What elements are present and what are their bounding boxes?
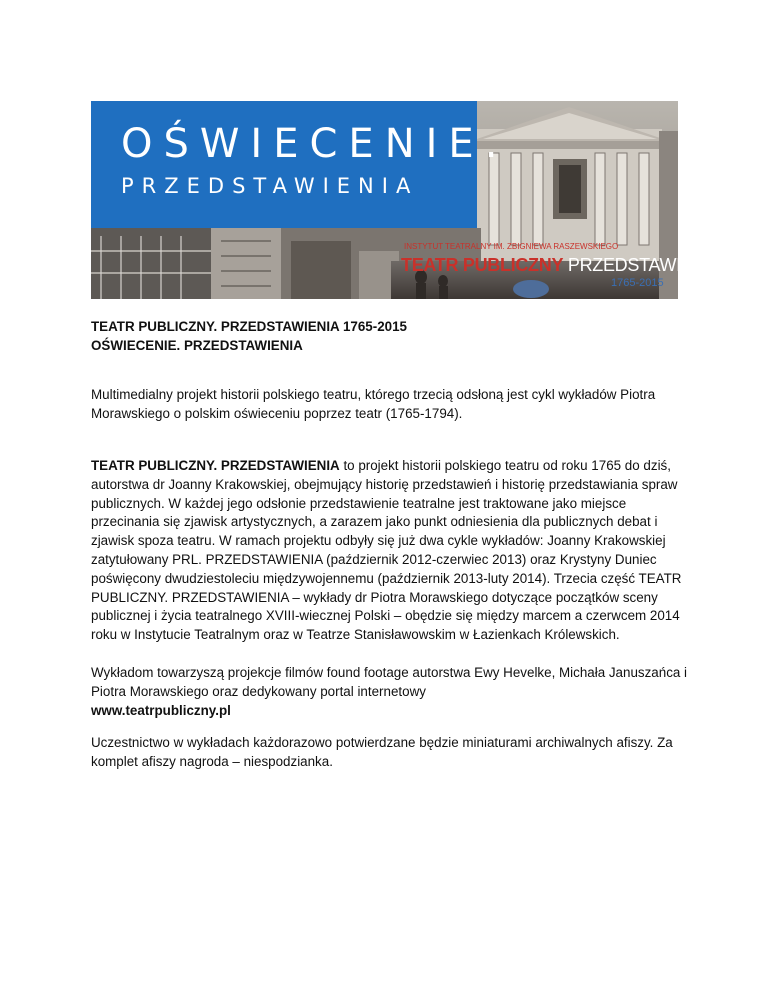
banner-years: 1765-2015 (611, 277, 664, 289)
brand-part-red: TEATR PUBLICZNY (401, 255, 564, 275)
document-heading (91, 318, 691, 356)
banner-subtitle: PRZEDSTAWIENIA (121, 174, 419, 198)
project-name: TEATR PUBLICZNY. PRZEDSTAWIENIA (91, 458, 340, 473)
banner-image (91, 101, 722, 299)
heading-line-2: OŚWIECENIE. PRZEDSTAWIENIA (91, 337, 303, 353)
participation-paragraph: Uczestnictwo w wykładach każdorazowo potwierdzane będzie miniaturami archiwalnych afiszy. Za komplet afiszy nagroda – niespodzianka. (91, 735, 673, 769)
description-text: to projekt historii polskiego teatru od roku 1765 do dziś, autorstwa dr Joanny Krakowskiej, obejmujący historię przedstawień i historię przedstawiania spraw publicznych. W każdej jego odsłonie przedstawienie teatralne jest traktowane jako miejsce przecinania się zjawisk artystycznych, a zarazem jako punkt odniesienia dla publicznych debat i zjawisk spoza teatru. W ramach projektu odbyły się już dwa cykle wykładów: Joanny Krakowskiej zatytułowany PRL. PRZEDSTAWIENIA (październik 2012-czerwiec 2013) oraz Krystyny Duniec poświęcony dwudziestoleciu międzywojennemu (październik 2013-luty 2014). Trzecia część TEATR PUBLICZNY. PRZEDSTAWIENIA – wykłady dr Piotra Morawskiego dotyczące początków sceny publicznej i życia teatralnego XVIII-wiecznej Polski – obędzie się między marcem a czerwcem 2014 roku w Instytucie Teatralnym oraz w Teatrze Stanisławowskim w Łazienkach Królewskich. (91, 458, 682, 643)
description-paragraph (91, 457, 691, 645)
brand-logo-text (401, 255, 722, 275)
heading-line-1: TEATR PUBLICZNY. PRZEDSTAWIENIA 1765-2015 (91, 319, 407, 334)
banner-title: OŚWIECENIE. (121, 121, 509, 167)
films-paragraph (91, 664, 691, 720)
banner-title-box (91, 101, 509, 228)
portal-link[interactable]: www.teatrpubliczny.pl (91, 702, 231, 718)
intro-paragraph: Multimedialny projekt historii polskiego teatru, którego trzecią odsłoną jest cykl wykładów Piotra Morawskiego o polskim oświeceniu poprzez teatr (1765-1794). (91, 387, 656, 421)
films-text: Wykładom towarzyszą projekcje filmów found footage autorstwa Ewy Hevelke, Michała Januszańca i Piotra Morawskiego oraz dedykowany portal internetowy (91, 665, 688, 699)
brand-part-white: PRZEDSTAWIENIA (567, 255, 722, 275)
institute-name: INSTYTUT TEATRALNY IM. ZBIGNIEWA RASZEWSKIEGO (404, 242, 619, 251)
